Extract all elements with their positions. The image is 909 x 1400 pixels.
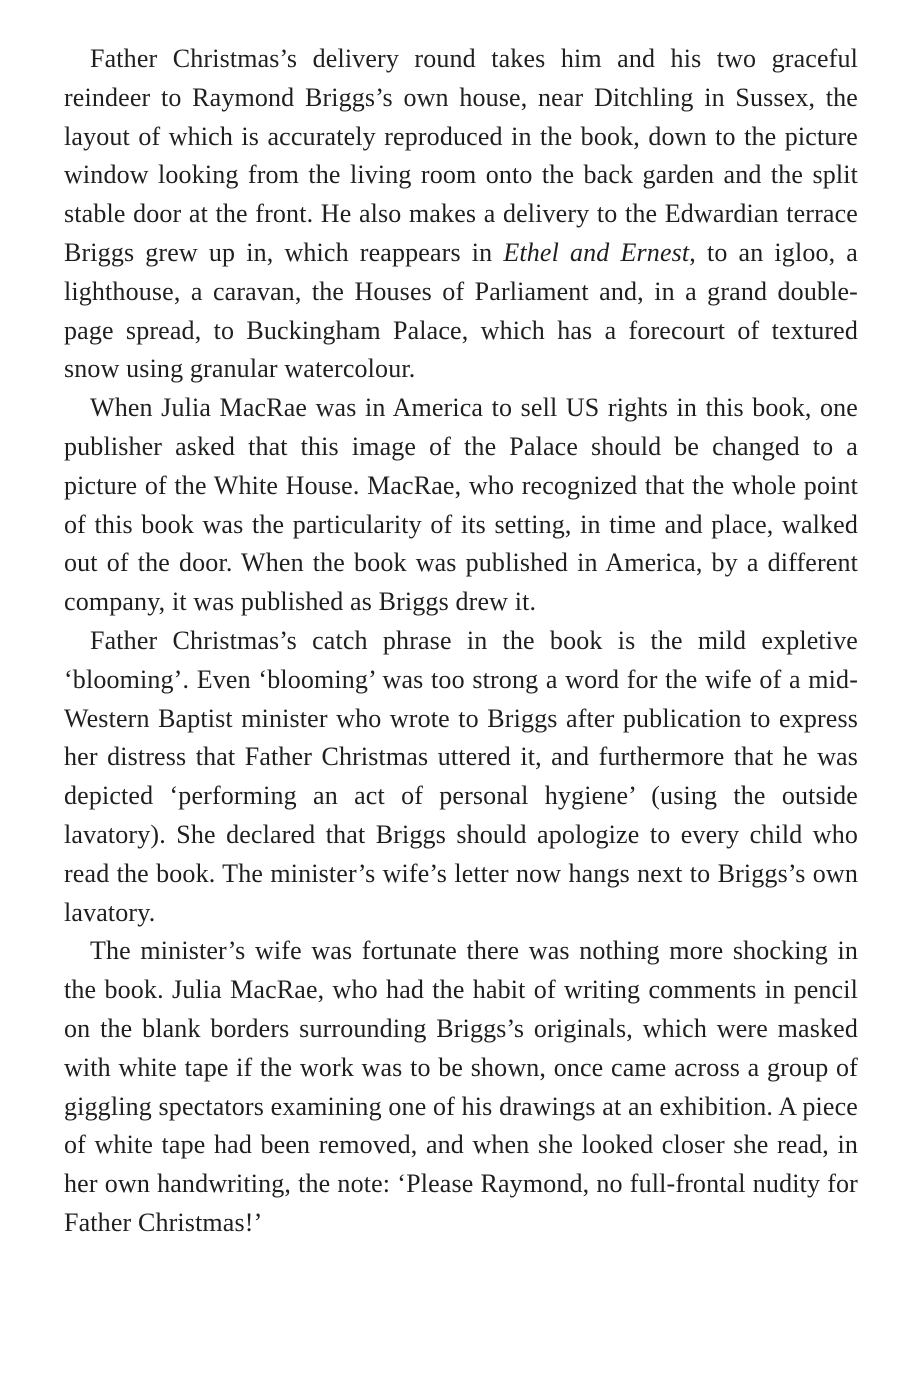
paragraph-2-text: When Julia MacRae was in America to sell US rights in this book, one publisher asked that this image of the Palace should be changed to a picture of the White House. MacRae, who recognized that the whole point of this book was the particularity of its setting, in time and place, walked out of the door. When the book was published in America, by a different company, it was published as Briggs drew it. — [64, 393, 858, 617]
page-text — [64, 40, 858, 1243]
paragraph-1-text-b: , to an igloo, a lighthouse, a caravan, the Houses of Parliament and, in a grand double-page spread, to Buckingham Palace, which has a forecourt of textured snow using granular watercolour. — [64, 237, 858, 384]
book-title-ethel-and-ernest: Ethel and Ernest — [503, 237, 690, 267]
paragraph-1 — [64, 40, 858, 389]
paragraph-2 — [64, 389, 858, 622]
paragraph-4-text: The minister’s wife was fortunate there was nothing more shocking in the book. Julia MacRae, who had the habit of writing comments in pencil on the blank borders surrounding Briggs’s originals, which were masked with white tape if the work was to be shown, once came across a group of giggling spectators examining one of his drawings at an exhibition. A piece of white tape had been removed, and when she looked closer she read, in her own handwriting, the note: ‘Please Raymond, no full-frontal nudity for Father Christmas!’ — [64, 936, 858, 1237]
paragraph-3 — [64, 622, 858, 932]
paragraph-4 — [64, 932, 858, 1242]
paragraph-3-text: Father Christmas’s catch phrase in the book is the mild expletive ‘blooming’. Even ‘blooming’ was too strong a word for the wife of a mid-Western Baptist minister who wrote to Briggs after publication to express her distress that Father Christmas uttered it, and furthermore that he was depicted ‘performing an act of personal hygiene’ (using the outside lavatory). She declared that Briggs should apologize to every child who read the book. The minister’s wife’s letter now hangs next to Briggs’s own lavatory. — [64, 625, 858, 927]
paragraph-1-text-a: Father Christmas’s delivery round takes him and his two graceful reindeer to Raymond Briggs’s own house, near Ditchling in Sussex, the layout of which is accurately reproduced in the book, down to the picture window looking from the living room onto the back garden and the split stable door at the front. He also makes a delivery to the Edwardian terrace Briggs grew up in, which reappears in — [64, 44, 858, 267]
